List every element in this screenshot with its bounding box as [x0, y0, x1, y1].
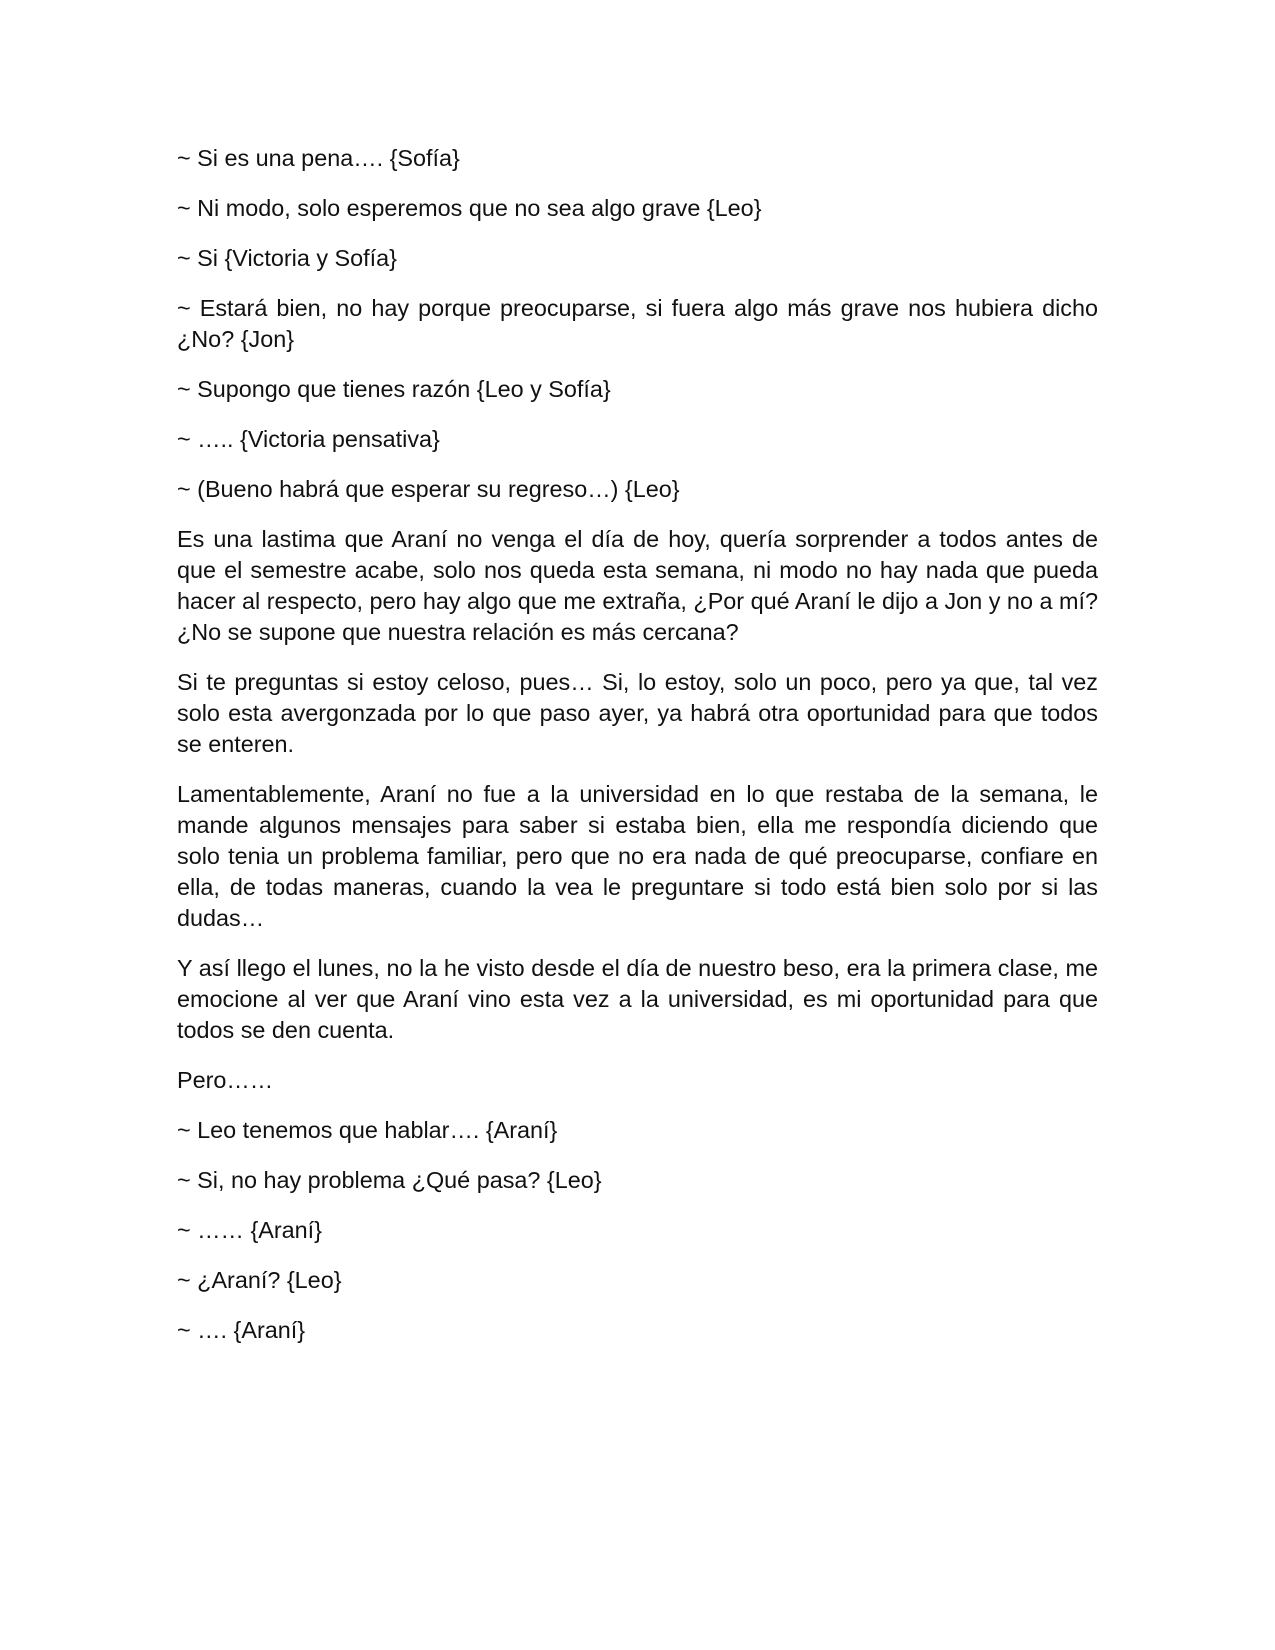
- narrative-paragraph: Es una lastima que Araní no venga el día de hoy, quería sorprender a todos antes de que el semestre acabe, solo nos queda esta semana, ni modo no hay nada que pueda hacer al respecto, pero hay algo que me extraña, ¿Por qué Araní le dijo a Jon y no a mí? ¿No se supone que nuestra relación es más cercana?: [177, 526, 1098, 645]
- narrative-paragraph: Lamentablemente, Araní no fue a la universidad en lo que restaba de la semana, le mande algunos mensajes para saber si estaba bien, ella me respondía diciendo que solo tenia un problema familiar, pero que no era nada de qué preocuparse, confiare en ella, de todas maneras, cuando la vea le preguntare si todo está bien solo por si las dudas…: [177, 781, 1098, 931]
- dialogue-line: ~ Si {Victoria y Sofía}: [177, 245, 397, 271]
- dialogue-line: ~ …… {Araní}: [177, 1217, 322, 1243]
- dialogue-line: ~ Leo tenemos que hablar…. {Araní}: [177, 1117, 558, 1143]
- document-page: [177, 143, 1098, 1365]
- dialogue-line: ~ ….. {Victoria pensativa}: [177, 426, 440, 452]
- dialogue-line: ~ ¿Araní? {Leo}: [177, 1267, 342, 1293]
- dialogue-line: ~ …. {Araní}: [177, 1317, 306, 1343]
- dialogue-line: ~ Si, no hay problema ¿Qué pasa? {Leo}: [177, 1167, 602, 1193]
- dialogue-line: ~ Si es una pena…. {Sofía}: [177, 145, 460, 171]
- dialogue-line: ~ Supongo que tienes razón {Leo y Sofía}: [177, 376, 611, 402]
- narrative-paragraph: Y así llego el lunes, no la he visto desde el día de nuestro beso, era la primera clase, me emocione al ver que Araní vino esta vez a la universidad, es mi oportunidad para que todos se den cuenta.: [177, 955, 1098, 1043]
- dialogue-line: ~ Ni modo, solo esperemos que no sea algo grave {Leo}: [177, 195, 762, 221]
- dialogue-line: ~ (Bueno habrá que esperar su regreso…) {Leo}: [177, 476, 680, 502]
- narrative-paragraph: Pero……: [177, 1067, 274, 1093]
- narrative-paragraph: Si te preguntas si estoy celoso, pues… Si, lo estoy, solo un poco, pero ya que, tal vez solo esta avergonzada por lo que paso ayer, ya habrá otra oportunidad para que todos se enteren.: [177, 669, 1098, 757]
- dialogue-line: ~ Estará bien, no hay porque preocuparse, si fuera algo más grave nos hubiera dicho ¿No? {Jon}: [177, 295, 1098, 352]
